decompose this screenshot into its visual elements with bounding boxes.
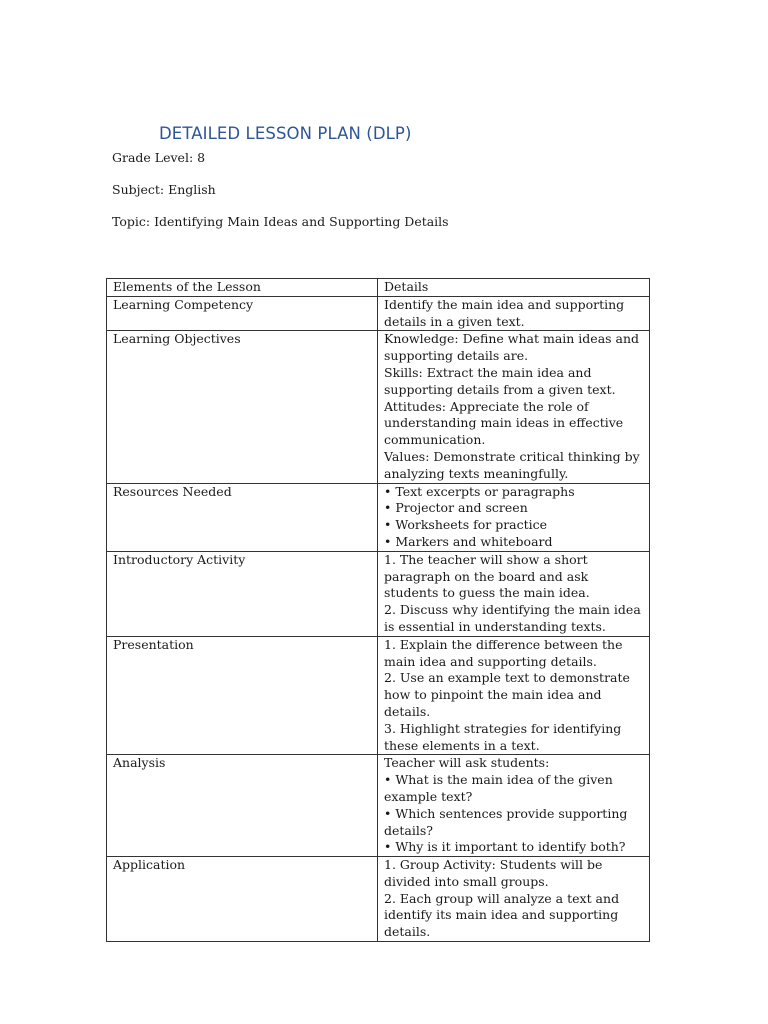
detail-line: • Worksheets for practice — [384, 517, 548, 533]
row-details — [378, 857, 650, 942]
row-details — [378, 636, 650, 755]
table-row — [107, 331, 650, 483]
header-details: Details — [378, 279, 650, 297]
detail-line: 2. Use an example text to demonstrate how to pinpoint the main idea and details. — [384, 670, 630, 719]
row-details — [378, 331, 650, 483]
detail-line: Attitudes: Appreciate the role of understanding main ideas in effective communication. — [384, 398, 624, 448]
detail-line: • Text excerpts or paragraphs — [384, 483, 575, 499]
table-row — [107, 636, 650, 755]
table-row — [107, 483, 650, 551]
detail-line: 1. The teacher will show a short paragraph on the board and ask students to guess the main idea. — [384, 551, 590, 601]
topic: Topic: Identifying Main Ideas and Supporting Details — [112, 214, 449, 229]
detail-line: Knowledge: Define what main ideas and supporting details are. — [384, 331, 640, 364]
row-details — [378, 551, 650, 636]
detail-line: 1. Explain the difference between the main idea and supporting details. — [384, 636, 623, 669]
detail-line: Values: Demonstrate critical thinking by analyzing texts meaningfully. — [384, 448, 640, 481]
detail-line: • What is the main idea of the given example text? — [384, 772, 613, 804]
row-element: Resources Needed — [107, 483, 378, 551]
detail-line: • Why is it important to identify both? — [384, 839, 626, 855]
grade-level: Grade Level: 8 — [112, 150, 206, 165]
row-element: Analysis — [107, 755, 378, 857]
row-details — [378, 755, 650, 857]
table-header-row — [107, 279, 650, 297]
lesson-plan-table — [106, 278, 650, 942]
detail-line: Identify the main idea and supporting details in a given text. — [384, 296, 625, 329]
subject: Subject: English — [112, 182, 216, 197]
row-element: Introductory Activity — [107, 551, 378, 636]
row-element: Learning Objectives — [107, 331, 378, 483]
detail-line: 3. Highlight strategies for identifying these elements in a text. — [384, 720, 622, 753]
row-element: Application — [107, 857, 378, 942]
detail-line: 2. Each group will analyze a text and identify its main idea and supporting details. — [384, 890, 620, 940]
detail-line: • Projector and screen — [384, 500, 528, 516]
detail-line: 1. Group Activity: Students will be divided into small groups. — [384, 857, 603, 889]
table-row — [107, 296, 650, 331]
detail-line: • Which sentences provide supporting details? — [384, 805, 628, 838]
detail-line: • Markers and whiteboard — [384, 533, 553, 549]
table-row — [107, 857, 650, 942]
table-row — [107, 551, 650, 636]
row-element: Learning Competency — [107, 296, 378, 331]
row-element: Presentation — [107, 636, 378, 755]
detail-line: Skills: Extract the main idea and supporting details from a given text. — [384, 364, 616, 397]
table-row — [107, 755, 650, 857]
detail-line: 2. Discuss why identifying the main idea is essential in understanding texts. — [384, 602, 641, 634]
detail-line: Teacher will ask students: — [384, 755, 550, 771]
header-element: Elements of the Lesson — [107, 279, 378, 297]
row-details — [378, 296, 650, 331]
row-details — [378, 483, 650, 551]
page-title: DETAILED LESSON PLAN (DLP) — [159, 124, 412, 143]
